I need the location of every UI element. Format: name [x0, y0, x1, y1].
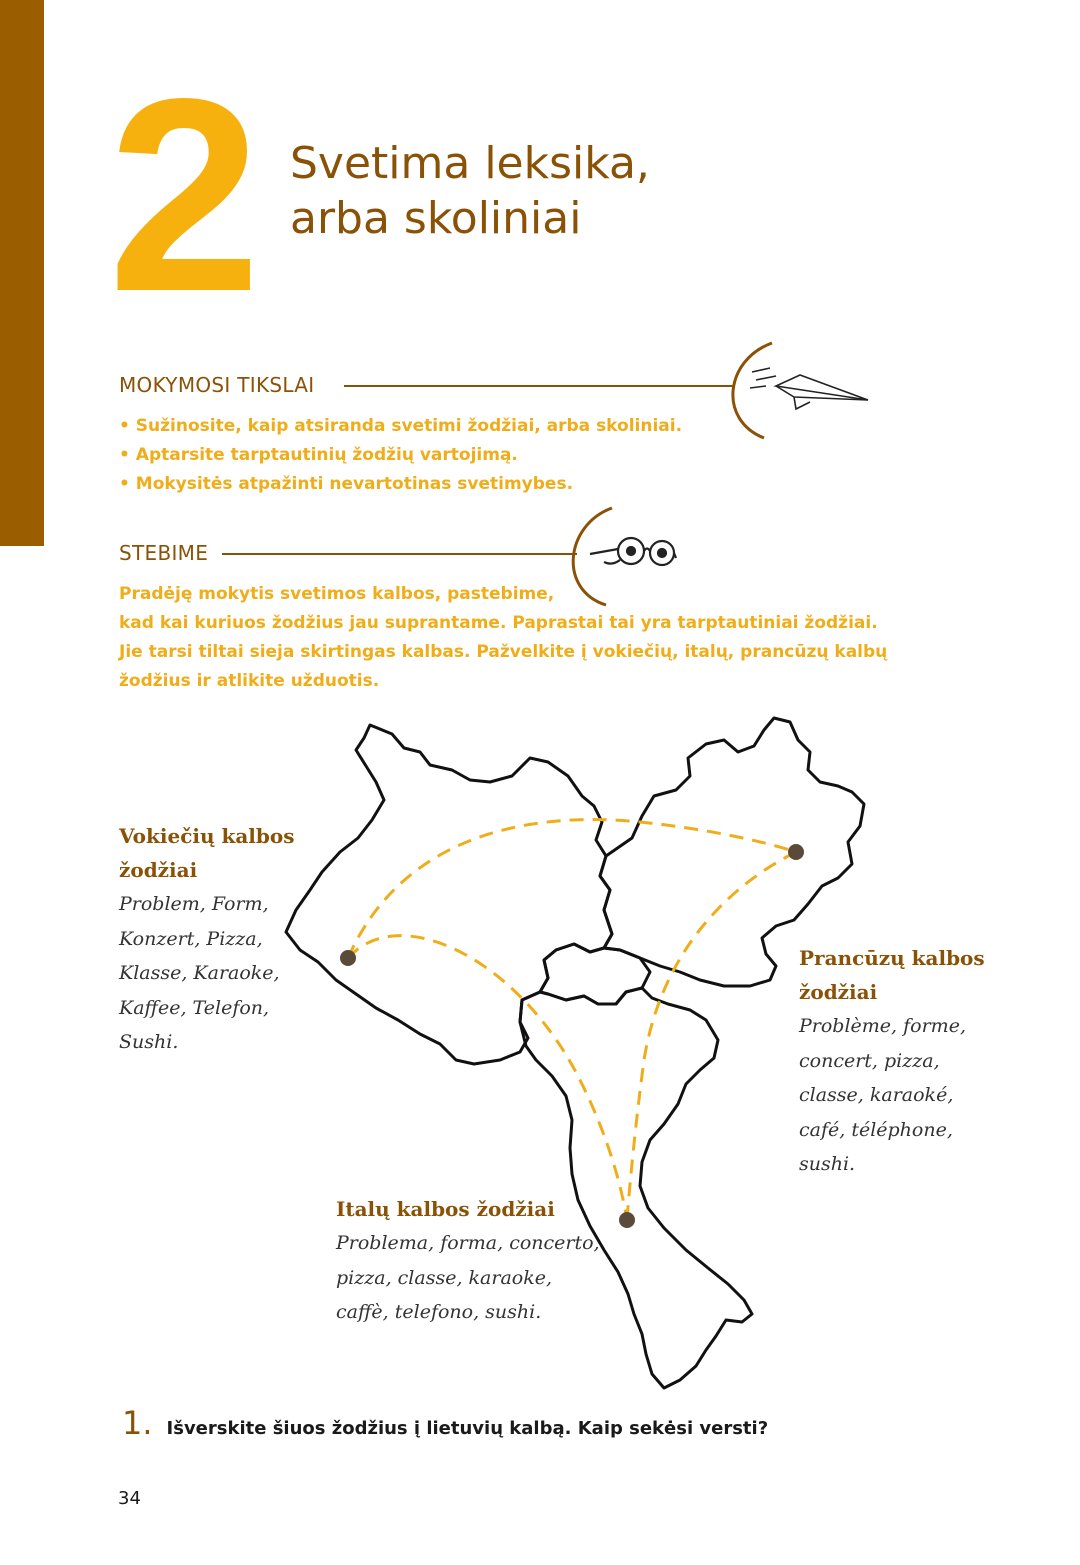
switzerland-outline: [540, 944, 650, 1004]
observe-heading: STEBIME: [119, 541, 209, 565]
page-number: 34: [118, 1488, 141, 1509]
italian-title: [336, 1192, 616, 1226]
observe-line: Jie tarsi tiltai sieja skirtingas kalbas. Pažvelkite į vokiečių, italų, prancūzų kalbų: [119, 642, 888, 662]
goals-heading: MOKYMOSI TIKSLAI: [119, 373, 315, 397]
italian-title-line: Italų kalbos žodžiai: [336, 1197, 555, 1221]
chapter-title-line: Svetima leksika,: [290, 138, 650, 189]
observe-line: kad kai kuriuos žodžius jau suprantame. Paprastai tai yra tarptautiniai žodžiai.: [119, 613, 878, 633]
observe-arc: [573, 508, 612, 605]
location-dot-france: [788, 844, 804, 860]
paper-plane-icon: [750, 368, 868, 409]
observe-line: žodžius ir atlikite užduotis.: [119, 671, 380, 691]
observe-line: Pradėję mokytis svetimos kalbos, pastebime,: [119, 584, 555, 604]
german-word-line: Problem, Form,: [119, 893, 269, 915]
glasses-icon: [590, 538, 676, 565]
german-title: [119, 819, 309, 887]
chapter-number: 2: [108, 42, 257, 349]
path-germany-italy: [348, 936, 627, 1220]
german-title-line: žodžiai: [119, 858, 198, 882]
path-france-italy: [627, 852, 796, 1220]
french-word-list: [799, 1009, 1019, 1182]
german-word-line: Sushi.: [119, 1031, 179, 1053]
german-word-line: Klasse, Karaoke,: [119, 962, 280, 984]
goal-item: • Mokysitės atpažinti nevartotinas svetimybes.: [119, 474, 574, 494]
italian-word-line: pizza, classe, karaoke,: [336, 1266, 553, 1289]
german-word-line: Konzert, Pizza,: [119, 927, 263, 950]
french-title: [799, 941, 1019, 1009]
france-outline: [286, 725, 612, 1064]
task-1: [122, 1404, 768, 1442]
french-word-line: Problème, forme,: [799, 1015, 966, 1037]
goal-item: • Sužinosite, kaip atsiranda svetimi žodžiai, arba skoliniai.: [119, 416, 683, 436]
italian-word-list: [336, 1226, 616, 1330]
german-word-line: Kaffee, Telefon,: [119, 996, 270, 1019]
goal-item: • Aptarsite tarptautinių žodžių vartojimą.: [119, 445, 518, 465]
location-dot-germany: [340, 950, 356, 966]
french-word-line: sushi.: [799, 1153, 856, 1175]
french-word-line: café, téléphone,: [799, 1118, 953, 1141]
french-title-line: žodžiai: [799, 980, 878, 1004]
task-text: Išverskite šiuos žodžius į lietuvių kalbą. Kaip sekėsi versti?: [166, 1418, 769, 1439]
italian-words-block: [336, 1192, 616, 1330]
location-dot-italy: [619, 1212, 635, 1228]
french-word-line: classe, karaoké,: [799, 1084, 954, 1106]
task-number: 1.: [122, 1404, 153, 1442]
french-title-line: Prancūzų kalbos: [799, 946, 985, 970]
italian-word-line: caffè, telefono, sushi.: [336, 1301, 542, 1323]
french-words-block: [799, 941, 1019, 1182]
german-word-list: [119, 887, 309, 1060]
german-title-line: Vokiečių kalbos: [119, 824, 295, 848]
goals-arc: [733, 343, 772, 438]
italian-word-line: Problema, forma, concerto,: [336, 1232, 600, 1254]
german-words-block: [119, 819, 309, 1060]
chapter-title-line: arba skoliniai: [290, 193, 582, 244]
french-word-line: concert, pizza,: [799, 1049, 940, 1072]
